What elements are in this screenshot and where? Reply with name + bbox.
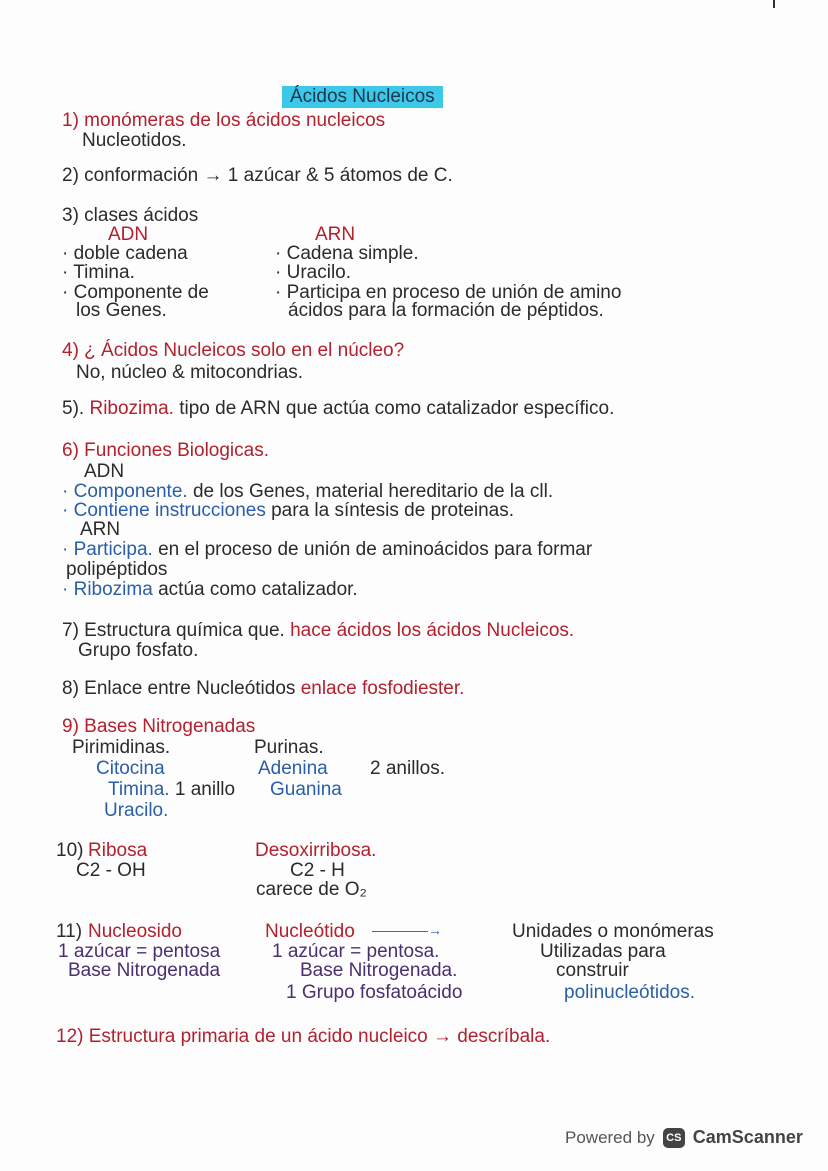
q11-def: construir [556, 960, 629, 981]
q9-question: 9) Bases Nitrogenadas [62, 716, 256, 737]
q6-value: en el proceso de unión de aminoácidos para formar [158, 539, 593, 560]
q10-ribosa-formula: C2 - OH [76, 860, 146, 881]
camscanner-brand: CamScanner [692, 1127, 803, 1147]
page-title: Ácidos Nucleicos [282, 86, 443, 108]
q10-num: 10) [56, 840, 84, 861]
q3-arn-item: ácidos para la formación de péptidos. [288, 300, 604, 321]
q3-adn-header: ADN [108, 224, 149, 245]
powered-by-label: Powered by [565, 1127, 655, 1147]
q11-ns-item: Base Nitrogenada [68, 960, 221, 981]
q9-note: 2 anillos. [370, 758, 445, 779]
q6-key: · Ribozima [62, 579, 153, 600]
q11-num: 11) [56, 921, 83, 942]
q6-arn-item [62, 539, 592, 561]
q6-key: · Componente. [62, 481, 188, 502]
q2-text: 2) conformación → 1 azúcar & 5 átomos de C. [62, 165, 453, 186]
q5-rest: tipo de ARN que actúa como catalizador específico. [179, 398, 615, 419]
q8-q: 8) Enlace entre Nucleótidos [62, 678, 296, 699]
camscanner-watermark [565, 1127, 803, 1148]
q5-text [62, 398, 614, 420]
q6-question: 6) Funciones Biologicas. [62, 440, 269, 461]
scan-mark [773, 0, 775, 8]
q5-num: 5). [62, 398, 85, 419]
q11-def-blue: polinucleótidos. [564, 982, 695, 1003]
q7-question [62, 620, 574, 642]
q3-adn-item: · Timina. [62, 262, 135, 283]
q8-a: enlace fosfodiester. [300, 678, 465, 699]
q11-nucleosido: Nucleosido [88, 921, 182, 942]
q6-arn-item [62, 579, 358, 601]
q12-text: 12) Estructura primaria de un ácido nucleico → descríbala. [56, 1026, 551, 1047]
q10-desox-note: carece de O₂ [256, 879, 367, 900]
q4-question: 4) ¿ Ácidos Nucleicos solo en el núcleo? [62, 340, 405, 361]
q3-arn-item: · Uracilo. [275, 262, 352, 283]
q9-base: Uracilo. [104, 800, 169, 821]
q11-nt-item: Base Nitrogenada. [300, 960, 458, 981]
q6-adn-item [62, 500, 514, 522]
q3-arn-item: · Participa en proceso de unión de amino [275, 282, 622, 303]
q11-def: Unidades o monómeras [512, 921, 714, 942]
q3-arn-item: · Cadena simple. [275, 243, 419, 264]
q7-answer: Grupo fosfato. [78, 640, 199, 661]
q9-base: Timina. [108, 779, 170, 800]
q6-arn-header: ARN [80, 519, 121, 540]
q6-key: · Participa. [62, 539, 153, 560]
q6-arn-item: polipéptidos [66, 559, 168, 580]
q10-ribosa: Ribosa [88, 840, 148, 861]
q6-value: actúa como catalizador. [158, 579, 358, 600]
q5-term: Ribozima. [89, 398, 174, 419]
q10-desoxirribosa: Desoxirribosa. [255, 840, 377, 861]
q3-adn-item: · doble cadena [62, 243, 188, 264]
q9-base: Adenina [258, 758, 328, 779]
q7-red: hace ácidos los ácidos Nucleicos. [290, 620, 575, 641]
q6-value: de los Genes, material hereditario de la cll. [192, 481, 554, 502]
q6-adn-header: ADN [84, 461, 125, 482]
q11-nucleotido: Nucleótido [265, 921, 355, 942]
camscanner-logo-icon: CS [663, 1128, 685, 1148]
q3-arn-header: ARN [315, 224, 356, 245]
q6-key: · Contiene instrucciones [62, 500, 266, 521]
q9-pirimidinas: Pirimidinas. [72, 737, 171, 758]
q7-q: 7) Estructura química que. [62, 620, 285, 641]
q11-nt-item: 1 Grupo fosfatoácido [286, 982, 463, 1003]
q9-base-row [108, 779, 235, 801]
q1-question: 1) monómeras de los ácidos nucleicos [62, 110, 386, 131]
q9-purinas: Purinas. [254, 737, 324, 758]
q8-text [62, 678, 464, 700]
q10-desox-formula: C2 - H [290, 860, 345, 881]
q11-ns-item: 1 azúcar = pentosa [58, 941, 221, 962]
q9-base: Guanina [270, 779, 342, 800]
q11-arrow: ————→ [372, 922, 442, 938]
q11-nt-item: 1 azúcar = pentosa. [272, 941, 440, 962]
q4-answer: No, núcleo & mitocondrias. [76, 362, 304, 383]
q1-answer: Nucleotidos. [82, 130, 187, 151]
q6-value: para la síntesis de proteinas. [271, 500, 515, 521]
q9-note: 1 anillo [174, 779, 236, 800]
q3-adn-item: los Genes. [76, 300, 167, 321]
q9-base: Citocina [96, 758, 165, 779]
q3-adn-item: · Componente de [62, 282, 209, 303]
q3-question: 3) clases ácidos [62, 205, 199, 226]
q11-def: Utilizadas para [540, 941, 666, 962]
